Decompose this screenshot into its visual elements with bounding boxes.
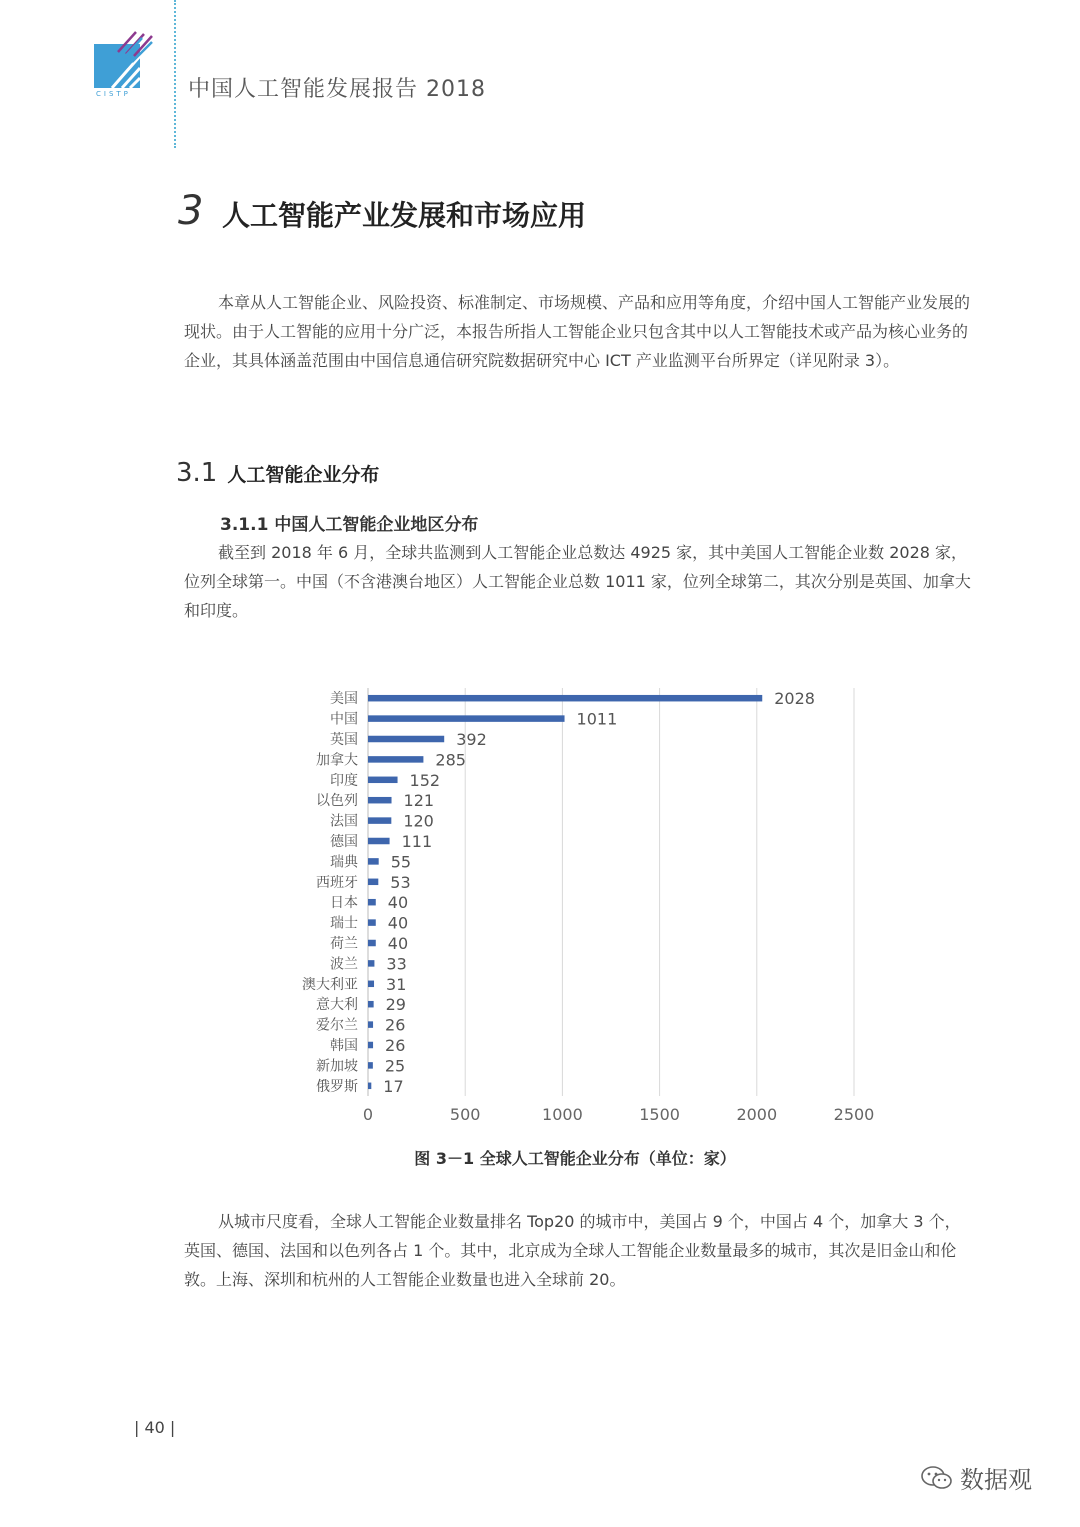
watermark-text: 数据观 (960, 1466, 1032, 1494)
data-label: 1011 (576, 709, 618, 729)
data-label: 2028 (774, 689, 815, 709)
bar (368, 1083, 371, 1090)
category-label: 西班牙 (316, 874, 358, 891)
data-label: 53 (390, 872, 411, 892)
data-label: 40 (387, 934, 409, 953)
bar (368, 715, 565, 722)
chapter-number: 3 (178, 188, 204, 234)
category-label: 英国 (330, 732, 358, 748)
chart-labels (302, 689, 874, 1124)
x-tick-label: 0 (362, 1105, 374, 1124)
category-label: 韩国 (330, 1038, 358, 1054)
bar (368, 756, 423, 763)
bar (368, 919, 376, 926)
category-label: 美国 (330, 691, 358, 708)
data-label: 17 (383, 1076, 404, 1096)
data-label: 26 (385, 1036, 406, 1055)
category-label: 日本 (330, 895, 358, 912)
header-divider (174, 0, 176, 148)
category-label: 爱尔兰 (316, 1017, 358, 1034)
bar (368, 899, 376, 906)
data-label: 120 (403, 811, 434, 831)
data-label: 33 (386, 954, 407, 974)
bar (368, 695, 762, 702)
data-label: 55 (390, 852, 412, 872)
section-title: 人工智能企业分布 (227, 464, 380, 486)
page-number: | 40 | (134, 1418, 176, 1437)
category-label: 澳大利亚 (302, 976, 358, 993)
bar (368, 858, 379, 865)
watermark (920, 1460, 1032, 1495)
bar (368, 777, 398, 784)
paragraph-1: 截至到 2018 年 6 月，全球共监测到人工智能企业总数达 4925 家，其中美国人工智能企业数 2028 家，位列全球第一。中国（不含港澳台地区）人工智能企业总数 1011 家，位列全球第二，其次分别是英国、加拿大和印度。 (184, 543, 971, 620)
category-label: 德国 (330, 834, 358, 850)
bar (368, 736, 444, 743)
data-label: 285 (435, 750, 466, 770)
data-label: 152 (409, 770, 441, 790)
data-label: 111 (401, 832, 433, 851)
paragraph-2: 从城市尺度看，全球人工智能企业数量排名 Top20 的城市中，美国占 9 个，中国占 4 个，加拿大 3 个，英国、德国、法国和以色列各占 1 个。其中，北京成为全球人工智能企业数量最多的城市，其次是旧金山和伦敦。上海、深圳和杭州的人工智能企业数量也进入全球前 20。 (184, 1212, 961, 1289)
bar (368, 981, 374, 988)
bar (368, 879, 378, 886)
data-label: 26 (385, 1015, 406, 1035)
data-label: 31 (386, 974, 407, 994)
category-label: 印度 (330, 772, 358, 789)
section-heading (176, 458, 379, 488)
data-label: 25 (384, 1056, 406, 1076)
category-label: 荷兰 (330, 936, 358, 952)
bar (368, 1021, 373, 1028)
bar (368, 1001, 374, 1008)
chart-gridlines (368, 688, 854, 1096)
bar (368, 940, 376, 947)
category-label: 瑞典 (330, 854, 358, 871)
cistp-logo (92, 30, 156, 98)
category-label: 俄罗斯 (316, 1078, 358, 1095)
x-tick-label: 2000 (736, 1105, 778, 1124)
bar (368, 797, 392, 804)
category-label: 意大利 (316, 997, 358, 1014)
section-number: 3.1 (176, 458, 218, 488)
bar (368, 817, 391, 824)
chart-bars (368, 695, 762, 1089)
data-label: 40 (387, 913, 409, 933)
data-label: 121 (403, 791, 435, 811)
x-tick-label: 2500 (833, 1105, 875, 1124)
bar (368, 838, 390, 845)
report-title: 中国人工智能发展报告 2018 (188, 77, 486, 102)
company-distribution-chart (280, 680, 900, 1140)
data-label: 392 (456, 730, 487, 749)
data-label: 40 (387, 893, 409, 913)
page-number-value: 40 (144, 1418, 165, 1437)
intro-paragraph: 本章从人工智能企业、风险投资、标准制定、市场规模、产品和应用等角度，介绍中国人工智能产业发展的现状。由于人工智能的应用十分广泛，本报告所指人工智能企业只包含其中以人工智能技术或产品为核心业务的企业，其具体涵盖范围由中国信息通信研究院数据研究中心 ICT 产业监测平台所界定（详见附录 3）。 (184, 293, 971, 370)
category-label: 加拿大 (316, 752, 358, 769)
category-label: 以色列 (316, 793, 358, 810)
bar (368, 1042, 373, 1049)
category-label: 瑞士 (330, 915, 358, 932)
data-label: 29 (385, 995, 406, 1015)
x-tick-label: 1500 (639, 1105, 680, 1124)
category-label: 中国 (330, 711, 358, 728)
figure-caption: 图 3－1 全球人工智能企业分布（单位：家） (414, 1149, 736, 1168)
logo-text: CISTP (96, 90, 131, 98)
bar (368, 960, 374, 967)
category-label: 新加坡 (316, 1058, 358, 1075)
bar (368, 1062, 373, 1069)
subsection-heading: 3.1.1 中国人工智能企业地区分布 (220, 515, 479, 535)
x-tick-label: 500 (449, 1105, 481, 1124)
chapter-title: 人工智能产业发展和市场应用 (222, 199, 587, 232)
category-label: 法国 (330, 813, 358, 830)
category-label: 波兰 (330, 956, 358, 973)
x-tick-label: 1000 (542, 1105, 583, 1124)
wechat-icon (920, 1464, 954, 1492)
